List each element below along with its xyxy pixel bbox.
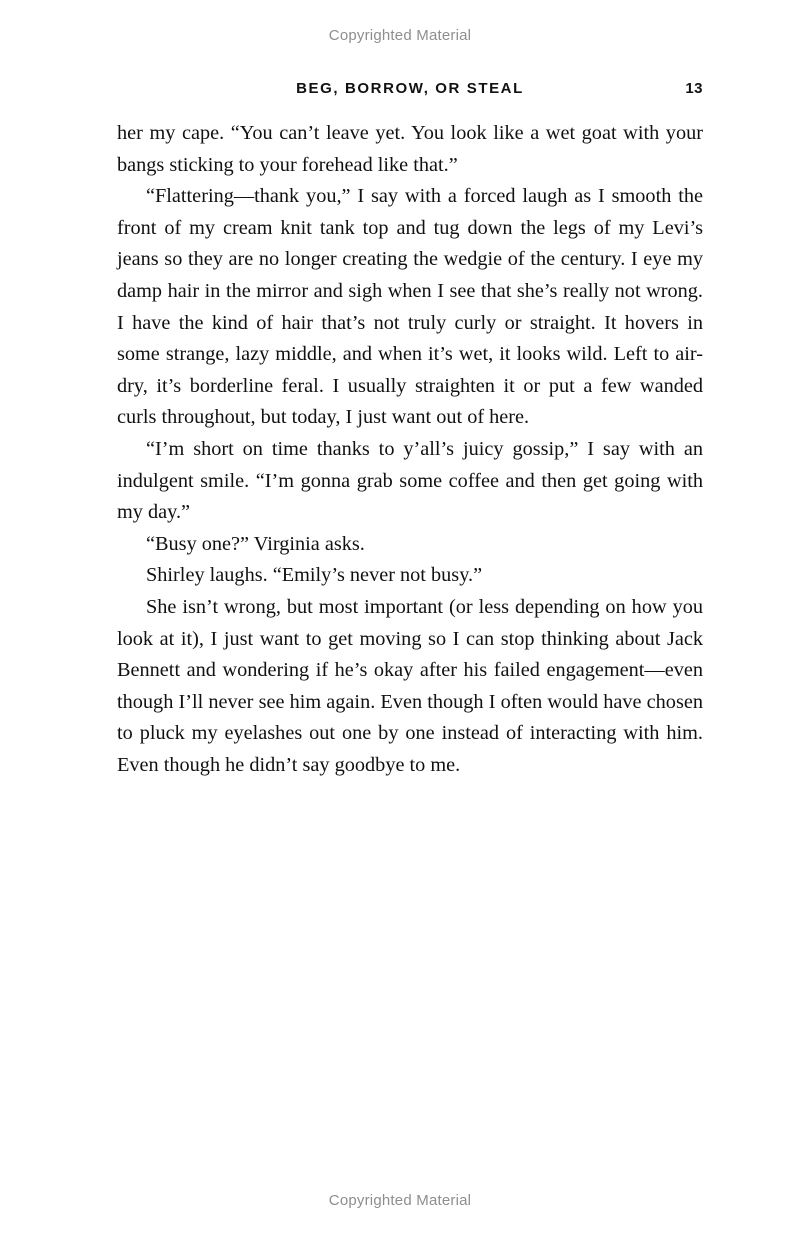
paragraph: her my cape. “You can’t leave yet. You look like a wet goat with your bangs sticking to your forehead like that.”: [117, 122, 703, 176]
running-head: [117, 80, 703, 102]
paragraph: “Flattering—thank you,” I say with a forced laugh as I smooth the front of my cream knit tank top and tug down the legs of my Levi’s jeans so they are no longer creating the wedgie of the century. I eye my damp hair in the mirror and sigh when I see that she’s really not wrong. I have the kind of hair that’s not truly curly or straight. It hovers in some strange, lazy middle, and when it’s wet, it looks wild. Left to air-dry, it’s borderline feral. I usually straighten it or put a few wanded curls throughout, but today, I just want out of here.: [117, 185, 703, 429]
paragraph: “I’m short on time thanks to y’all’s juicy gossip,” I say with an indulgent smile. “I’m gonna grab some coffee and then get going with my day.”: [117, 437, 703, 524]
body-text: [117, 118, 703, 781]
paragraph: “Busy one?” Virginia asks.: [146, 532, 365, 555]
paragraph: She isn’t wrong, but most important (or less depending on how you look at it), I just want to get moving so I can stop thinking about Jack Bennett and wondering if he’s okay after his failed engagement—even though I’ll never see him again. Even though I often would have chosen to pluck my eyelashes out one by one instead of interacting with him. Even though he didn’t say goodbye to me.: [117, 595, 703, 776]
page-number: 13: [685, 80, 703, 97]
paragraph: Shirley laughs. “Emily’s never not busy.”: [146, 564, 483, 587]
copyright-watermark-bottom: Copyrighted Material: [328, 1192, 472, 1209]
copyright-watermark-top: Copyrighted Material: [328, 27, 472, 44]
book-title: BEG, BORROW, OR STEAL: [296, 80, 524, 97]
